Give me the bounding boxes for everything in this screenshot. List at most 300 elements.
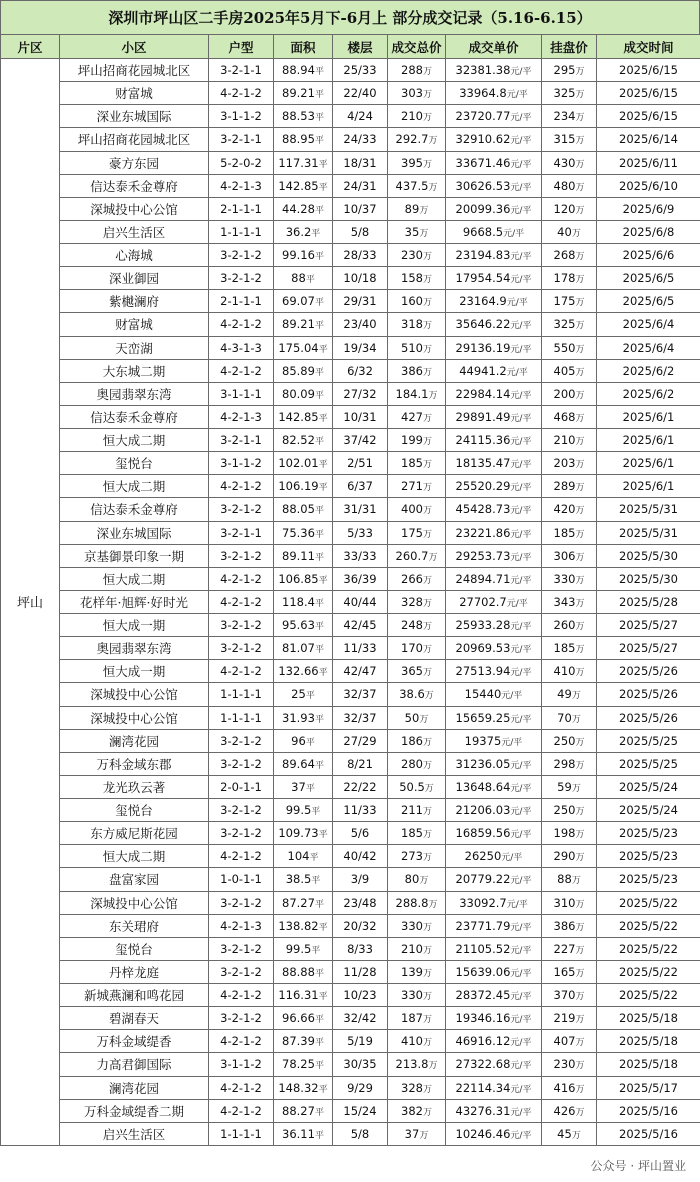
area-cell-value: 104 xyxy=(287,849,310,864)
list-price-cell-value: 185 xyxy=(553,641,576,656)
unit-price-cell-unit: 元/平 xyxy=(510,529,532,540)
header-unit-price: 成交单价 xyxy=(446,35,542,59)
deal-date-cell xyxy=(597,1122,700,1145)
deal-date-cell-value: 2025/5/30 xyxy=(619,548,678,563)
total-price-cell xyxy=(388,960,446,983)
total-price-cell xyxy=(388,59,446,82)
list-price-cell-unit: 万 xyxy=(575,413,585,424)
deal-date-cell xyxy=(597,197,700,220)
unit-price-cell-value: 33964.8 xyxy=(459,86,507,101)
layout-cell-value: 3-1-1-1 xyxy=(220,386,262,401)
list-price-cell xyxy=(542,544,597,567)
deal-date-cell-value: 2025/6/1 xyxy=(622,456,675,471)
deal-date-cell xyxy=(597,1076,700,1099)
unit-price-cell-value: 29253.73 xyxy=(455,548,511,563)
list-price-cell-value: 386 xyxy=(553,918,576,933)
unit-price-cell xyxy=(446,475,542,498)
total-price-cell-unit: 万 xyxy=(422,460,432,471)
header-floor: 楼层 xyxy=(333,35,388,59)
unit-price-cell-unit: 元/平 xyxy=(506,899,528,910)
table-row xyxy=(1,845,700,868)
area-cell-value: 106.85 xyxy=(278,571,319,586)
layout-cell-value: 3-2-1-2 xyxy=(220,756,262,771)
list-price-cell-unit: 万 xyxy=(575,992,585,1003)
list-price-cell-unit: 万 xyxy=(575,807,585,818)
deal-date-cell-value: 2025/5/28 xyxy=(619,594,678,609)
community-cell-value: 碧湖春天 xyxy=(108,1011,159,1027)
layout-cell-value: 3-2-1-2 xyxy=(220,548,262,563)
unit-price-cell xyxy=(446,1122,542,1145)
area-cell-value: 78.25 xyxy=(282,1057,315,1072)
layout-cell xyxy=(209,475,274,498)
list-price-cell xyxy=(542,752,597,775)
total-price-cell-value: 273 xyxy=(401,849,423,864)
list-price-cell-unit: 万 xyxy=(575,945,585,956)
floor-cell-value: 3/9 xyxy=(350,872,370,887)
layout-cell-value: 3-2-1-2 xyxy=(220,964,262,979)
area-cell-unit: 平 xyxy=(314,67,324,78)
unit-price-cell-unit: 元/平 xyxy=(510,252,532,263)
deal-date-cell-value: 2025/5/18 xyxy=(619,1034,678,1049)
floor-cell xyxy=(333,313,388,336)
layout-cell xyxy=(209,752,274,775)
list-price-cell-value: 310 xyxy=(553,895,576,910)
community-cell xyxy=(60,197,209,220)
total-price-cell xyxy=(388,429,446,452)
total-price-cell xyxy=(388,544,446,567)
deal-date-cell xyxy=(597,845,700,868)
list-price-cell-unit: 万 xyxy=(575,344,585,355)
total-price-cell-value: 211 xyxy=(401,803,423,818)
community-cell-value: 万科金域东郡 xyxy=(96,756,172,772)
deal-date-cell xyxy=(597,290,700,313)
total-price-cell-value: 230 xyxy=(401,248,423,263)
floor-cell xyxy=(333,660,388,683)
deal-date-cell-value: 2025/5/22 xyxy=(619,918,678,933)
total-price-cell-value: 410 xyxy=(401,1034,423,1049)
deal-date-cell-value: 2025/5/25 xyxy=(619,756,678,771)
area-cell-unit: 平 xyxy=(318,1084,328,1095)
floor-cell xyxy=(333,1030,388,1053)
unit-price-cell xyxy=(446,521,542,544)
layout-cell-value: 1-1-1-1 xyxy=(220,224,262,239)
unit-price-cell-value: 25520.29 xyxy=(455,479,511,494)
community-cell xyxy=(60,683,209,706)
area-cell-value: 88 xyxy=(291,271,306,286)
layout-cell-value: 3-2-1-2 xyxy=(220,1011,262,1026)
total-price-cell-value: 280 xyxy=(401,756,423,771)
unit-price-cell-value: 22114.34 xyxy=(455,1080,511,1095)
list-price-cell-value: 210 xyxy=(553,433,576,448)
layout-cell xyxy=(209,313,274,336)
floor-cell-value: 5/19 xyxy=(347,1034,373,1049)
area-cell xyxy=(274,614,333,637)
area-cell xyxy=(274,567,333,590)
area-cell xyxy=(274,174,333,197)
deal-date-cell xyxy=(597,752,700,775)
table-row xyxy=(1,174,700,197)
unit-price-cell-value: 19375 xyxy=(464,733,502,748)
list-price-cell-unit: 万 xyxy=(575,90,585,101)
header-community: 小区 xyxy=(60,35,209,59)
area-cell-value: 118.4 xyxy=(282,594,315,609)
district-cell: 坪山 xyxy=(1,59,60,1146)
deal-date-cell xyxy=(597,1099,700,1122)
area-cell-value: 132.66 xyxy=(278,664,319,679)
list-price-cell xyxy=(542,105,597,128)
community-cell-value: 信达泰禾金尊府 xyxy=(90,409,178,425)
layout-cell xyxy=(209,960,274,983)
list-price-cell-unit: 万 xyxy=(575,460,585,471)
unit-price-cell-unit: 元/平 xyxy=(510,783,532,794)
floor-cell-value: 40/44 xyxy=(343,594,377,609)
layout-cell xyxy=(209,197,274,220)
unit-price-cell xyxy=(446,1053,542,1076)
area-cell-unit: 平 xyxy=(314,506,324,517)
list-price-cell-value: 268 xyxy=(553,248,576,263)
unit-price-cell-value: 17954.54 xyxy=(455,271,511,286)
floor-cell xyxy=(333,521,388,544)
deal-date-cell xyxy=(597,590,700,613)
table-row xyxy=(1,937,700,960)
layout-cell xyxy=(209,151,274,174)
area-cell xyxy=(274,1030,333,1053)
unit-price-cell-value: 21105.52 xyxy=(455,941,511,956)
total-price-cell xyxy=(388,775,446,798)
unit-price-cell xyxy=(446,313,542,336)
area-cell-unit: 平 xyxy=(318,668,328,679)
table-row xyxy=(1,267,700,290)
layout-cell xyxy=(209,590,274,613)
deal-date-cell-value: 2025/5/26 xyxy=(619,664,678,679)
list-price-cell xyxy=(542,128,597,151)
deal-date-cell-value: 2025/5/26 xyxy=(619,710,678,725)
unit-price-cell-unit: 元/平 xyxy=(510,344,532,355)
unit-price-cell xyxy=(446,845,542,868)
deal-date-cell-value: 2025/5/23 xyxy=(619,849,678,864)
list-price-cell xyxy=(542,1122,597,1145)
community-cell xyxy=(60,452,209,475)
unit-price-cell-value: 43276.31 xyxy=(455,1103,511,1118)
unit-price-cell-value: 45428.73 xyxy=(455,502,511,517)
total-price-cell-value: 187 xyxy=(401,1011,423,1026)
deal-date-cell xyxy=(597,429,700,452)
table-row xyxy=(1,729,700,752)
area-cell-value: 37 xyxy=(291,779,306,794)
floor-cell xyxy=(333,914,388,937)
area-cell xyxy=(274,1053,333,1076)
area-cell-unit: 平 xyxy=(314,252,324,263)
area-cell-value: 80.09 xyxy=(282,386,315,401)
unit-price-cell-value: 23221.86 xyxy=(455,525,511,540)
area-cell-value: 99.5 xyxy=(285,941,312,956)
unit-price-cell-unit: 元/平 xyxy=(506,298,528,309)
unit-price-cell xyxy=(446,544,542,567)
layout-cell-value: 1-1-1-1 xyxy=(220,1126,262,1141)
layout-cell-value: 5-2-0-2 xyxy=(220,155,262,170)
floor-cell-value: 11/28 xyxy=(343,964,377,979)
total-price-cell-value: 330 xyxy=(401,988,423,1003)
floor-cell xyxy=(333,128,388,151)
unit-price-cell-unit: 元/平 xyxy=(510,275,532,286)
floor-cell xyxy=(333,868,388,891)
list-price-cell xyxy=(542,937,597,960)
community-cell xyxy=(60,174,209,197)
community-cell xyxy=(60,359,209,382)
deal-date-cell xyxy=(597,1030,700,1053)
list-price-cell-value: 250 xyxy=(553,733,576,748)
area-cell-value: 81.07 xyxy=(282,641,315,656)
layout-cell xyxy=(209,706,274,729)
unit-price-cell xyxy=(446,405,542,428)
area-cell xyxy=(274,59,333,82)
area-cell xyxy=(274,1099,333,1122)
total-price-cell-value: 266 xyxy=(401,571,423,586)
unit-price-cell xyxy=(446,220,542,243)
unit-price-cell xyxy=(446,359,542,382)
total-price-cell xyxy=(388,868,446,891)
total-price-cell xyxy=(388,151,446,174)
list-price-cell-value: 407 xyxy=(553,1034,576,1049)
deal-date-cell-value: 2025/5/22 xyxy=(619,964,678,979)
floor-cell-value: 27/32 xyxy=(343,386,377,401)
list-price-cell xyxy=(542,429,597,452)
total-price-cell-unit: 万 xyxy=(422,252,432,263)
unit-price-cell xyxy=(446,891,542,914)
unit-price-cell xyxy=(446,498,542,521)
deal-date-cell-value: 2025/5/17 xyxy=(619,1080,678,1095)
area-cell-unit: 平 xyxy=(305,275,315,286)
area-cell-value: 87.39 xyxy=(282,1034,315,1049)
list-price-cell-value: 330 xyxy=(553,571,576,586)
community-cell xyxy=(60,521,209,544)
floor-cell-value: 23/48 xyxy=(343,895,377,910)
total-price-cell xyxy=(388,313,446,336)
list-price-cell-unit: 万 xyxy=(575,1015,585,1026)
floor-cell-value: 10/23 xyxy=(343,988,377,1003)
unit-price-cell xyxy=(446,452,542,475)
deal-date-cell-value: 2025/5/16 xyxy=(619,1103,678,1118)
table-row xyxy=(1,59,700,82)
layout-cell xyxy=(209,775,274,798)
list-price-cell-unit: 万 xyxy=(575,321,585,332)
list-price-cell-unit: 万 xyxy=(571,714,581,725)
floor-cell xyxy=(333,475,388,498)
unit-price-cell-unit: 元/平 xyxy=(510,714,532,725)
floor-cell xyxy=(333,82,388,105)
floor-cell-value: 27/29 xyxy=(343,733,377,748)
floor-cell xyxy=(333,706,388,729)
list-price-cell-value: 219 xyxy=(553,1011,576,1026)
total-price-cell-unit: 万 xyxy=(422,321,432,332)
floor-cell-value: 6/37 xyxy=(347,479,373,494)
area-cell xyxy=(274,244,333,267)
list-price-cell-unit: 万 xyxy=(575,622,585,633)
unit-price-cell-value: 30626.53 xyxy=(455,178,511,193)
area-cell-unit: 平 xyxy=(318,922,328,933)
unit-price-cell-unit: 元/平 xyxy=(510,807,532,818)
total-price-cell-unit: 万 xyxy=(419,1130,429,1141)
area-cell-unit: 平 xyxy=(305,691,315,702)
deal-date-cell-value: 2025/5/25 xyxy=(619,733,678,748)
total-price-cell-value: 318 xyxy=(401,317,423,332)
community-cell xyxy=(60,752,209,775)
area-cell-unit: 平 xyxy=(314,622,324,633)
unit-price-cell-value: 35646.22 xyxy=(455,317,511,332)
floor-cell-value: 36/39 xyxy=(343,571,377,586)
community-cell xyxy=(60,128,209,151)
list-price-cell-unit: 万 xyxy=(575,159,585,170)
floor-cell xyxy=(333,197,388,220)
community-cell-value: 深城投中心公馆 xyxy=(90,710,178,726)
unit-price-cell-value: 21206.03 xyxy=(455,803,511,818)
deal-date-cell-value: 2025/6/6 xyxy=(622,248,675,263)
unit-price-cell xyxy=(446,637,542,660)
area-cell xyxy=(274,498,333,521)
area-cell-value: 175.04 xyxy=(278,340,319,355)
total-price-cell xyxy=(388,729,446,752)
area-cell-value: 148.32 xyxy=(278,1080,319,1095)
total-price-cell xyxy=(388,197,446,220)
list-price-cell-unit: 万 xyxy=(575,390,585,401)
layout-cell xyxy=(209,498,274,521)
community-cell-value: 东方威尼斯花园 xyxy=(90,826,178,842)
header-area: 面积 xyxy=(274,35,333,59)
list-price-cell xyxy=(542,660,597,683)
total-price-cell-unit: 万 xyxy=(422,90,432,101)
unit-price-cell-value: 15659.25 xyxy=(455,710,511,725)
total-price-cell xyxy=(388,637,446,660)
area-cell xyxy=(274,960,333,983)
unit-price-cell-value: 9668.5 xyxy=(462,224,504,239)
total-price-cell-unit: 万 xyxy=(422,830,432,841)
total-price-cell xyxy=(388,359,446,382)
total-price-cell xyxy=(388,1099,446,1122)
layout-cell xyxy=(209,1122,274,1145)
deal-date-cell-value: 2025/6/2 xyxy=(622,363,675,378)
layout-cell xyxy=(209,267,274,290)
community-cell xyxy=(60,590,209,613)
community-cell xyxy=(60,706,209,729)
unit-price-cell-unit: 元/平 xyxy=(510,1038,532,1049)
community-cell-value: 恒大成一期 xyxy=(102,618,166,634)
unit-price-cell xyxy=(446,1099,542,1122)
floor-cell xyxy=(333,405,388,428)
unit-price-cell-value: 44941.2 xyxy=(459,363,507,378)
unit-price-cell xyxy=(446,151,542,174)
list-price-cell-value: 468 xyxy=(553,409,576,424)
layout-cell xyxy=(209,336,274,359)
total-price-cell xyxy=(388,845,446,868)
list-price-cell-unit: 万 xyxy=(575,367,585,378)
area-cell-value: 89.21 xyxy=(282,86,315,101)
deal-date-cell-value: 2025/5/26 xyxy=(619,687,678,702)
unit-price-cell-unit: 元/平 xyxy=(510,622,532,633)
list-price-cell xyxy=(542,197,597,220)
unit-price-cell xyxy=(446,197,542,220)
floor-cell xyxy=(333,822,388,845)
area-cell-unit: 平 xyxy=(314,367,324,378)
floor-cell xyxy=(333,891,388,914)
watermark: 公众号 · 坪山置业 xyxy=(585,1155,692,1176)
deal-date-cell-value: 2025/5/16 xyxy=(619,1126,678,1141)
floor-cell xyxy=(333,567,388,590)
floor-cell-value: 30/35 xyxy=(343,1057,377,1072)
deal-date-cell-value: 2025/6/1 xyxy=(622,479,675,494)
area-cell-value: 116.31 xyxy=(278,988,319,1003)
area-cell-value: 88.53 xyxy=(282,109,315,124)
total-price-cell-value: 38.6 xyxy=(399,687,425,702)
unit-price-cell-value: 31236.05 xyxy=(455,756,511,771)
total-price-cell-value: 386 xyxy=(401,363,423,378)
list-price-cell xyxy=(542,405,597,428)
list-price-cell-unit: 万 xyxy=(571,228,581,239)
deal-date-cell xyxy=(597,244,700,267)
total-price-cell-unit: 万 xyxy=(422,1015,432,1026)
list-price-cell-unit: 万 xyxy=(575,737,585,748)
total-price-cell-value: 170 xyxy=(401,641,423,656)
list-price-cell xyxy=(542,614,597,637)
area-cell-value: 88.95 xyxy=(282,132,315,147)
unit-price-cell xyxy=(446,775,542,798)
community-cell-value: 力高君御国际 xyxy=(96,1057,172,1073)
list-price-cell xyxy=(542,868,597,891)
unit-price-cell-value: 23771.79 xyxy=(455,918,511,933)
list-price-cell xyxy=(542,914,597,937)
unit-price-cell-unit: 元/平 xyxy=(510,575,532,586)
list-price-cell-value: 230 xyxy=(553,1057,576,1072)
list-price-cell-unit: 万 xyxy=(575,506,585,517)
deal-date-cell-value: 2025/6/11 xyxy=(619,155,678,170)
unit-price-cell-unit: 元/平 xyxy=(510,1015,532,1026)
table-row xyxy=(1,498,700,521)
community-cell xyxy=(60,244,209,267)
deal-date-cell-value: 2025/6/5 xyxy=(622,294,675,309)
layout-cell-value: 1-1-1-1 xyxy=(220,687,262,702)
layout-cell-value: 3-2-1-1 xyxy=(220,433,262,448)
total-price-cell-value: 35 xyxy=(404,224,420,239)
layout-cell-value: 2-1-1-1 xyxy=(220,201,262,216)
area-cell-unit: 平 xyxy=(314,390,324,401)
area-cell-unit: 平 xyxy=(314,113,324,124)
total-price-cell-value: 248 xyxy=(401,618,423,633)
list-price-cell-value: 260 xyxy=(553,618,576,633)
community-cell-value: 玺悦台 xyxy=(115,803,153,819)
layout-cell-value: 3-2-1-2 xyxy=(220,733,262,748)
table-row xyxy=(1,660,700,683)
list-price-cell-value: 120 xyxy=(553,201,576,216)
unit-price-cell-unit: 元/平 xyxy=(510,876,532,887)
layout-cell xyxy=(209,1007,274,1030)
layout-cell xyxy=(209,382,274,405)
list-price-cell xyxy=(542,729,597,752)
deal-date-cell xyxy=(597,82,700,105)
floor-cell xyxy=(333,937,388,960)
area-cell xyxy=(274,775,333,798)
floor-cell xyxy=(333,544,388,567)
floor-cell xyxy=(333,220,388,243)
floor-cell-value: 8/33 xyxy=(347,941,373,956)
deal-date-cell xyxy=(597,960,700,983)
total-price-cell-unit: 万 xyxy=(422,67,432,78)
floor-cell-value: 18/31 xyxy=(343,155,377,170)
area-cell-value: 25 xyxy=(291,687,306,702)
list-price-cell xyxy=(542,845,597,868)
list-price-cell-unit: 万 xyxy=(575,575,585,586)
deal-date-cell-value: 2025/5/31 xyxy=(619,502,678,517)
unit-price-cell-unit: 元/平 xyxy=(510,205,532,216)
community-cell xyxy=(60,267,209,290)
